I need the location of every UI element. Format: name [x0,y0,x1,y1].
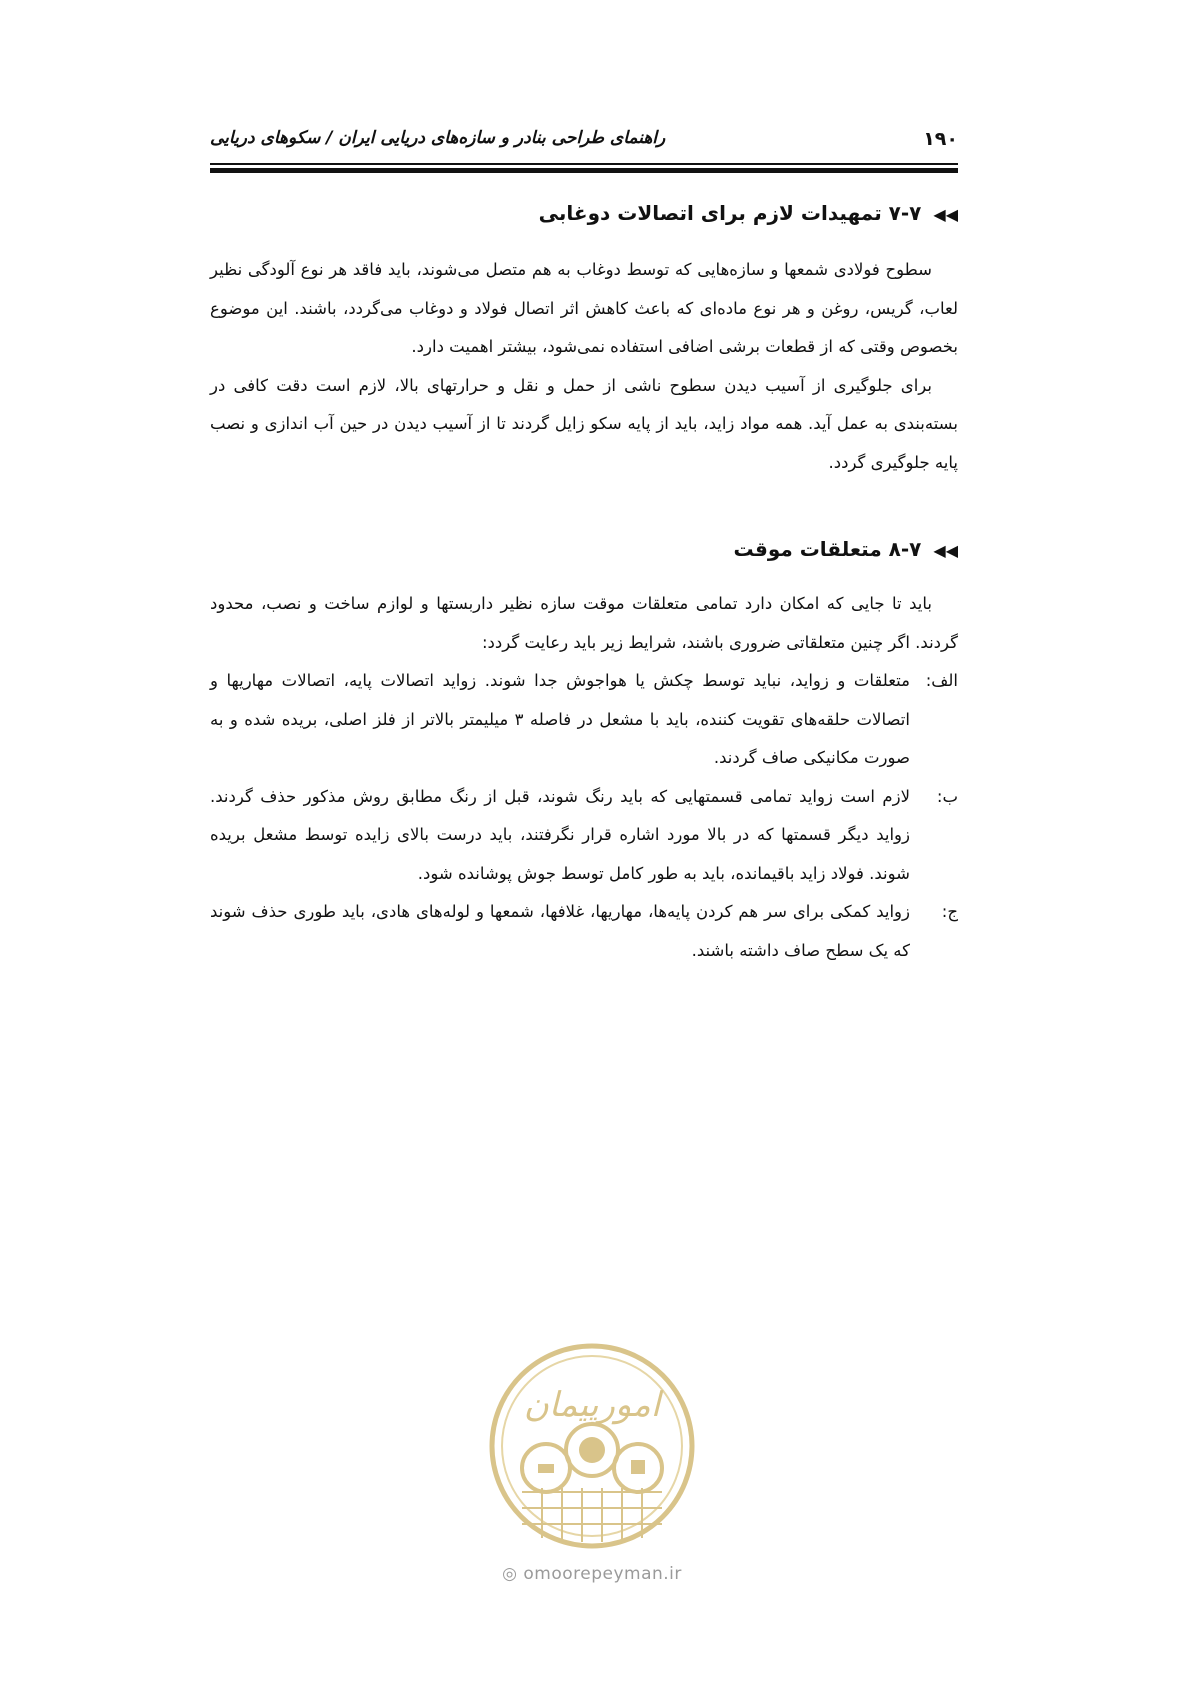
section-7-8 [210,534,958,566]
list-item-label: ب: [936,786,958,806]
watermark-logo [486,1340,698,1552]
conditions-list [210,662,958,970]
page-number: ۱۹۰ [923,128,958,150]
list-item-text: لازم است زواید تمامی قسمتهایی که باید رنگ شوند، قبل از رنگ مطابق روش مذکور حذف گردند. زواید دیگر قسمتها که در بالا مورد اشاره قرار نگرفتند، باید درست بالای زایده توسط مشعل بریده شوند. فولاد زاید باقیمانده، باید به طور کامل توسط جوش پوشانده شود. [210,786,910,883]
paragraph: برای جلوگیری از آسیب دیدن سطوح ناشی از حمل و نقل و حرارتهای بالا، لازم است دقت کافی در بسته‌بندی به عمل آید. همه مواد زاید، باید از پایه سکو زایل گردند تا از آسیب دیدن در حین آب اندازی و نصب پایه جلوگیری گردد. [210,375,958,472]
double-chevron-icon: ◀◀ [933,541,958,560]
section-7-8-body [210,585,958,662]
paragraph: باید تا جایی که امکان دارد تمامی متعلقات موقت سازه نظیر داربستها و لوازم ساخت و نصب، محدود گردند. اگر چنین متعلقاتی ضروری باشند، شرایط زیر باید رعایت گردد: [210,594,958,652]
page-header [210,128,958,168]
section-7-7 [210,198,958,230]
watermark-site: ◎ omoorepeyman.ir [502,1564,682,1584]
double-chevron-icon: ◀◀ [933,205,958,224]
section-7-7-body [210,251,958,482]
section-heading [210,534,958,566]
list-item-text: زواید کمکی برای سر هم کردن پایه‌ها، مهاریها، غلافها، شمعها و لوله‌های هادی، باید طوری حذف شوند که یک سطح صاف داشته باشند. [210,902,910,960]
section-heading [210,198,958,230]
list-item [210,893,958,970]
list-item-label: الف: [925,671,958,690]
list-item [210,662,958,778]
paragraph: سطوح فولادی شمعها و سازه‌هایی که توسط دوغاب به هم متصل می‌شوند، باید فاقد هر نوع آلودگی نظیر لعاب، گریس، روغن و هر نوع ماده‌ای که باعث کاهش اثر اتصال فولاد و دوغاب می‌گردد، باشند. این موضوع بخصوص وقتی که از قطعات برشی اضافی استفاده نمی‌شود، بیشتر اهمیت دارد. [210,260,958,356]
list-item-text: متعلقات و زواید، نباید توسط چکش یا هواجوش جدا شوند. زواید اتصالات پایه، اتصالات مهاریها و اتصالات حلقه‌های تقویت کننده، باید با مشعل در فاصله ۳ میلیمتر بالاتر از فلز اصلی، بریده شده و به صورت مکانیکی صاف گردند. [210,671,910,767]
list-item-label: ج: [941,902,958,921]
section-heading-text: ۸-۷ متعلقات موقت [733,537,922,561]
svg-text:امورپیمان: امورپیمان [523,1385,661,1425]
watermark-site-text: omoorepeyman.ir [523,1564,682,1584]
running-title: راهنمای طراحی بنادر و سازه‌های دریایی ایران / سکوهای دریایی [210,128,666,148]
header-rule-thick [210,168,958,173]
list-item [210,778,958,894]
header-rule-thin [210,163,958,165]
section-heading-text: ۷-۷ تمهیدات لازم برای اتصالات دوغابی [538,201,922,225]
